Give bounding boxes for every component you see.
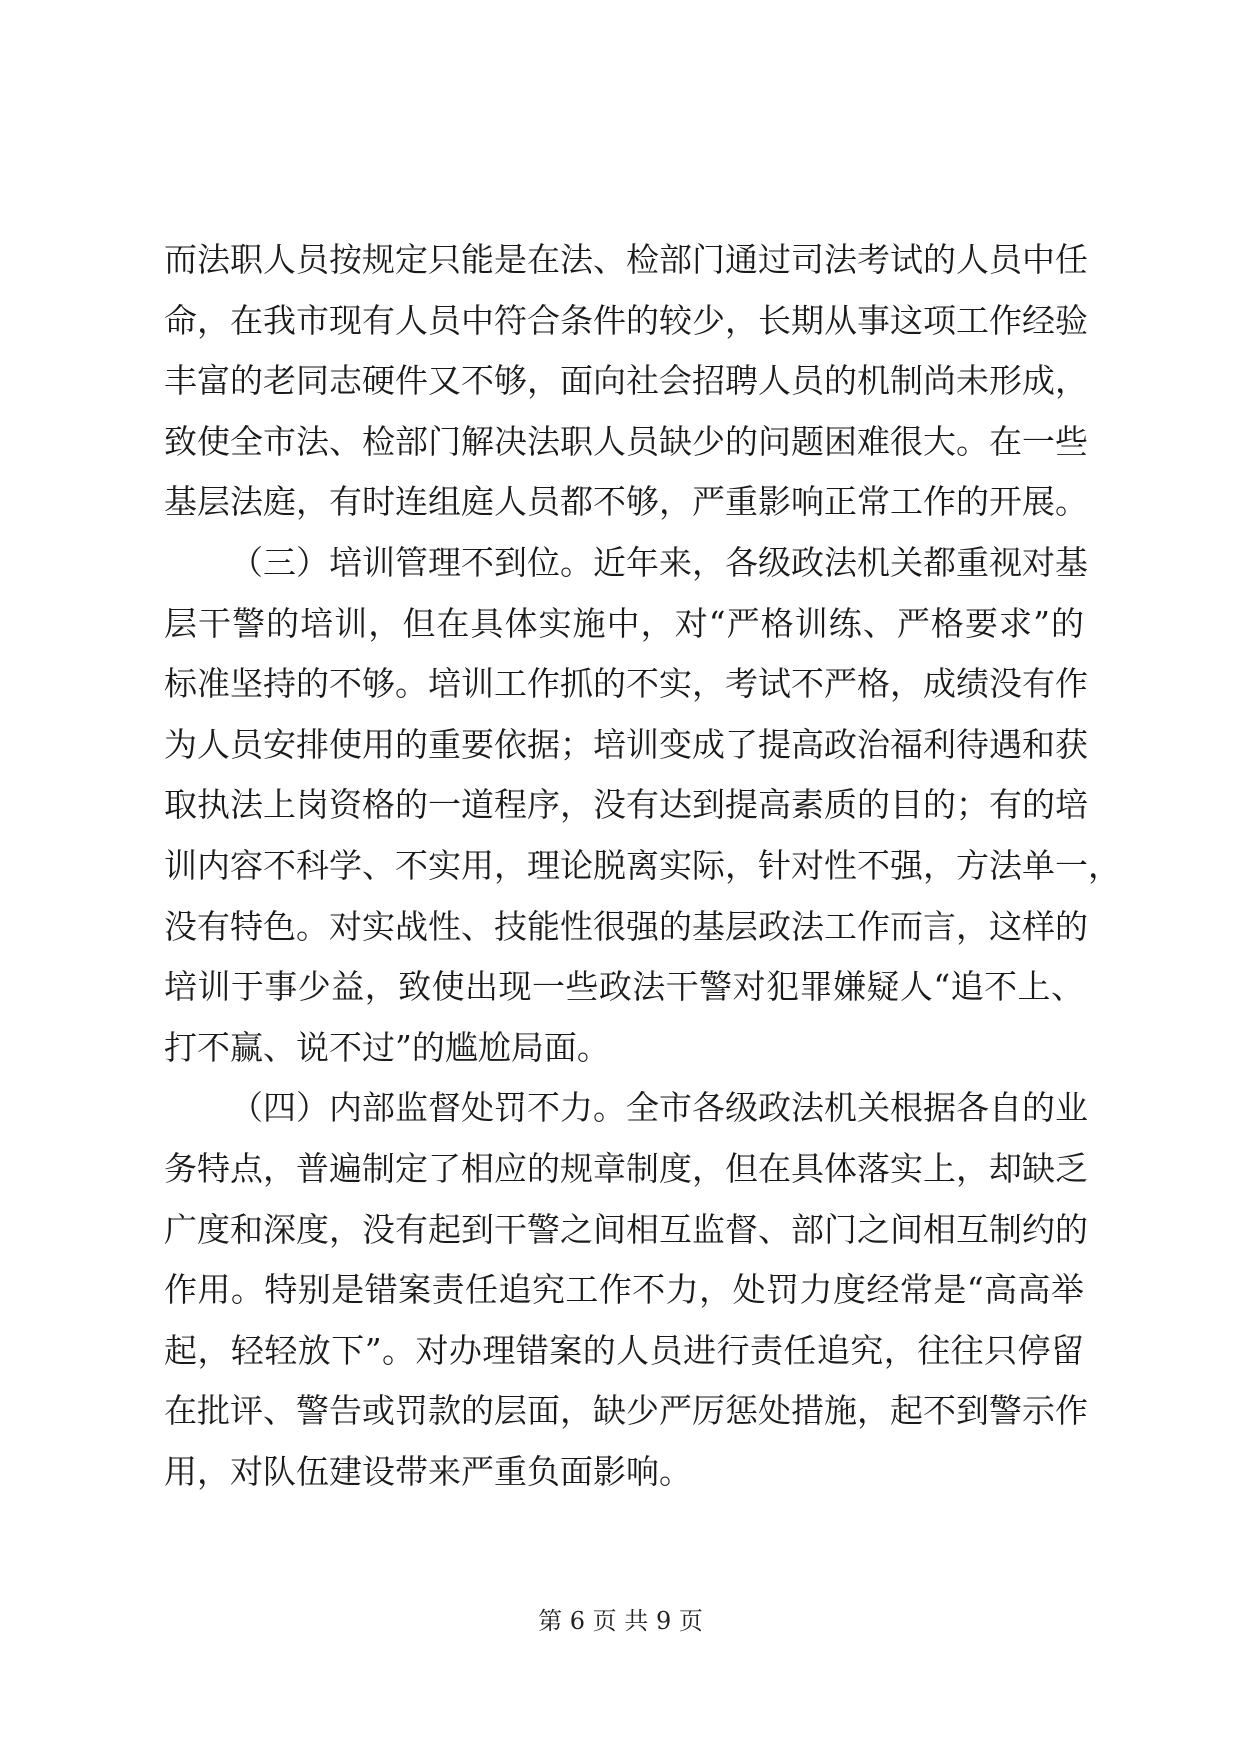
page-number-footer: 第 6 页 共 9 页 [538, 1607, 703, 1635]
text-line: 层干警的培训，但在具体实施中，对“严格训练、严格要求”的 [164, 603, 1084, 643]
text-line: 为人员安排使用的重要依据；培训变成了提高政治福利待遇和获 [164, 724, 1088, 764]
text-line: 而法职人员按规定只能是在法、检部门通过司法考试的人员中任 [164, 240, 1088, 279]
text-line: 标准坚持的不够。培训工作抓的不实，考试不严格，成绩没有作 [164, 664, 1088, 704]
text-line: 取执法上岗资格的一道程序，没有达到提高素质的目的；有的培 [164, 785, 1088, 825]
text-line: 广度和深度，没有起到干警之间相互监督、部门之间相互制约的 [164, 1209, 1088, 1249]
text-line: 致使全市法、检部门解决法职人员缺少的问题困难很大。在一些 [164, 421, 1088, 461]
text-line: 丰富的老同志硬件又不够，面向社会招聘人员的机制尚未形成， [164, 361, 1088, 401]
text-line: 没有特色。对实战性、技能性很强的基层政法工作而言，这样的 [164, 906, 1088, 946]
text-line: 培训于事少益，致使出现一些政法干警对犯罪嫌疑人“追不上、 [164, 967, 1084, 1007]
section-heading-line: （四）内部监督处罚不力。全市各级政法机关根据各自的业 [230, 1088, 1088, 1128]
text-line: 基层法庭，有时连组庭人员都不够，严重影响正常工作的开展。 [164, 482, 1088, 522]
text-line: 在批评、警告或罚款的层面，缺少严厉惩处措施，起不到警示作 [164, 1391, 1088, 1431]
text-line: 用，对队伍建设带来严重负面影响。 [164, 1451, 692, 1491]
section-heading-line: （三）培训管理不到位。近年来，各级政法机关都重视对基 [230, 542, 1088, 582]
document-body [164, 230, 1121, 1502]
text-line: 起，轻轻放下”。对办理错案的人员进行责任追究，往往只停留 [164, 1330, 1084, 1370]
text-line: 命，在我市现有人员中符合条件的较少，长期从事这项工作经验 [164, 300, 1088, 340]
text-line: 训内容不科学、不实用，理论脱离实际，针对性不强，方法单一， [164, 845, 1121, 885]
text-line: 务特点，普遍制定了相应的规章制度，但在具体落实上，却缺乏 [164, 1148, 1088, 1188]
text-line: 作用。特别是错案责任追究工作不力，处罚力度经常是“高高举 [164, 1270, 1084, 1310]
text-line: 打不赢、说不过”的尴尬局面。 [164, 1027, 610, 1067]
